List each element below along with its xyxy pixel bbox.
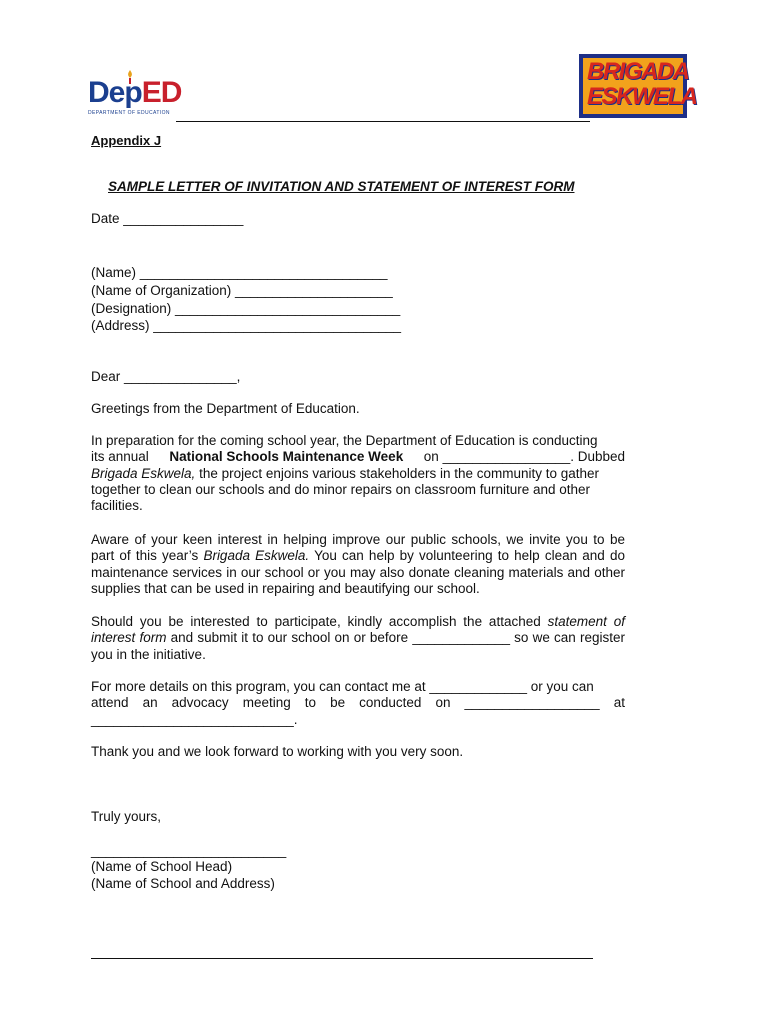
brigada-logo-line1: BRIGADA bbox=[587, 58, 689, 85]
appendix-label: Appendix J bbox=[91, 133, 162, 148]
p4-word: at bbox=[613, 695, 625, 711]
school-head-name: (Name of School Head) bbox=[91, 859, 233, 874]
p4-word: meeting bbox=[242, 695, 291, 711]
paragraph-1: In preparation for the coming school year, the Department of Education is conducting its annual National Schools Maintenance Week on _________________. Dubbed Brigada Eskwela, the project enjoins various stakeholders in the community to gather together to clean our schools and do minor repairs on classroom furniture and other facilities. bbox=[91, 433, 625, 514]
p4-word: an bbox=[142, 695, 158, 711]
page-title: SAMPLE LETTER OF INVITATION AND STATEMENT OF INTEREST FORM bbox=[108, 179, 575, 194]
brigada-logo-line2: ESKWELA bbox=[587, 83, 697, 110]
p4-word: conducted bbox=[359, 695, 422, 711]
header-rule bbox=[176, 121, 590, 122]
p4-word: on bbox=[435, 695, 451, 711]
date-line: Date ________________ bbox=[91, 211, 244, 226]
footer-rule bbox=[91, 958, 593, 959]
p4-word: advocacy bbox=[171, 695, 229, 711]
p4-word: to bbox=[304, 695, 317, 711]
closing: Truly yours, bbox=[91, 809, 162, 824]
brigada-eskwela-logo bbox=[579, 54, 697, 118]
signature-line: __________________________ bbox=[91, 843, 287, 858]
event-name: National Schools Maintenance Week bbox=[169, 449, 404, 465]
address-address: (Address) _________________________________ bbox=[91, 318, 402, 333]
p4-word: attend bbox=[91, 695, 129, 711]
deped-wordmark: DepED bbox=[88, 76, 182, 109]
paragraph-2: Aware of your keen interest in helping improve our public schools, we invite you to be part of this year’s Brigada Eskwela. You can help by volunteering to help clean and do maintenance services in our school or you may also donate cleaning materials and other supplies that can be used in repairing and beautifying our school. bbox=[91, 532, 625, 596]
p4-word: be bbox=[330, 695, 346, 711]
school-name-address: (Name of School and Address) bbox=[91, 876, 275, 891]
p4-word: __________________ bbox=[464, 695, 600, 711]
greeting: Greetings from the Department of Education. bbox=[91, 401, 360, 416]
deped-logo bbox=[86, 66, 182, 120]
deped-subtitle: DEPARTMENT OF EDUCATION bbox=[88, 110, 170, 116]
address-organization: (Name of Organization) _____________________ bbox=[91, 283, 393, 298]
salutation: Dear _______________, bbox=[91, 369, 241, 384]
paragraph-4: For more details on this program, you can contact me at _____________ or you can attend an advocacy meeting to be conducted on __________________ at ___________________________. bbox=[91, 679, 625, 727]
thanks-line: Thank you and we look forward to working with you very soon. bbox=[91, 744, 464, 759]
address-name: (Name) _________________________________ bbox=[91, 265, 388, 280]
paragraph-3: Should you be interested to participate, kindly accomplish the attached statement of interest form and submit it to our school on or before _____________ so we can register you in the initiative. bbox=[91, 614, 625, 662]
address-designation: (Designation) ______________________________ bbox=[91, 301, 401, 316]
